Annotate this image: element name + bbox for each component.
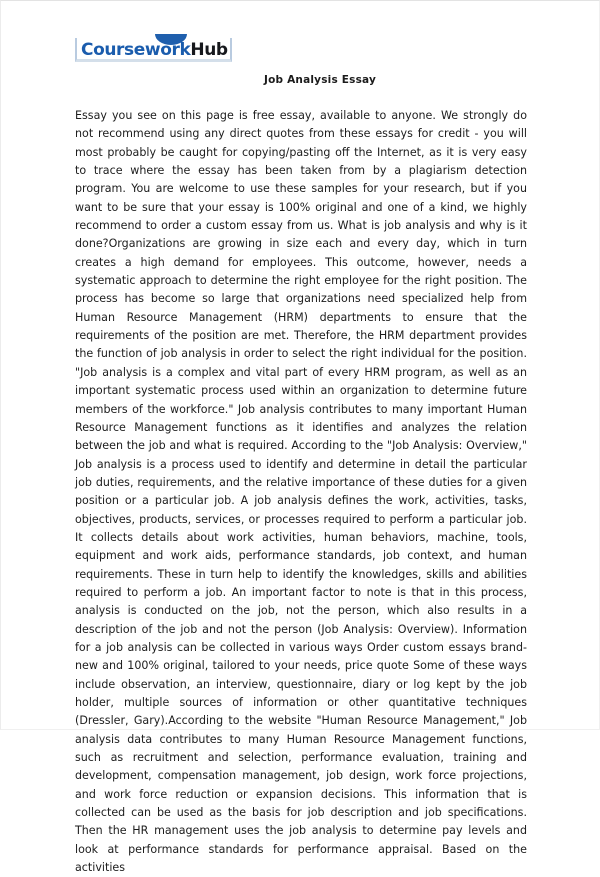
essay-paragraph: Essay you see on this page is free essay, available to anyone. We strongly do not recommend using any direct quotes from these essays for credit - you will most probably be caught for copying/pasting off the Internet, as it is very easy to trace where the essay has been taken from by a plagiarism detection program. You are welcome to use these samples for your research, but if you want to be sure that your essay is 100% original and one of a kind, we highly recommend to order a custom essay from us. What is job analysis and why is it done?Organizations are growing in size each and every day, which in turn creates a high demand for employees. This outcome, however, needs a systematic approach to determine the right employee for the right position. The process has become so large that organizations need specialized help from Human Resource Management (HRM) departments to ensure that the requirements of the position are met. Therefore, the HRM department provides the function of job analysis in order to select the right individual for the position. "Job analysis is a complex and vital part of every HRM program, as well as an important systematic process used within an organization to determine future members of the workforce." Job analysis contributes to many important Human Resource Management functions as it identifies and analyzes the relation between the job and what is required. According to the "Job Analysis: Overview," Job analysis is a process used to identify and determine in detail the particular job duties, requirements, and the relative importance of these duties for a given position or a particular job. A job analysis defines the work, activities, tasks, objectives, products, services, or processes required to perform a particular job. It collects details about work activities, human behaviors, machine, tools, equipment and work aids, performance standards, job context, and human requirements. These in turn help to identify the knowledges, skills and abilities required to perform a job. An important factor to note is that in this process, analysis is conducted on the job, not the person, which also results in a description of the job and not the person (Job Analysis: Overview). Information for a job analysis can be collected in various ways Order custom essays brand-new and 100% original, tailored to your needs, price quote Some of these ways include observation, an interview, questionnaire, diary or log kept by the job holder, multiple sources of information or other quantitative techniques (Dressler, Gary).According to the website "Human Resource Management," Job analysis data contributes to many Human Resource Management functions, such as recruitment and selection, performance evaluation, training and development, compensation management, job design, work force projections, and work force reduction or expansion decisions. This information that is collected can be used as the basis for job description and job specifications. Then the HR management uses the job analysis to determine pay levels and look at performance standards for performance appraisal. Based on the activities [75, 109, 527, 875]
page-title: Job Analysis Essay [264, 74, 377, 87]
coursework-hub-logo[interactable] [75, 34, 235, 64]
logo-wordmark [81, 41, 228, 59]
logo-text-secondary: Hub [190, 40, 228, 60]
logo-text-primary: Coursework [81, 40, 191, 60]
document-header [1, 1, 599, 63]
document-body [75, 107, 527, 877]
